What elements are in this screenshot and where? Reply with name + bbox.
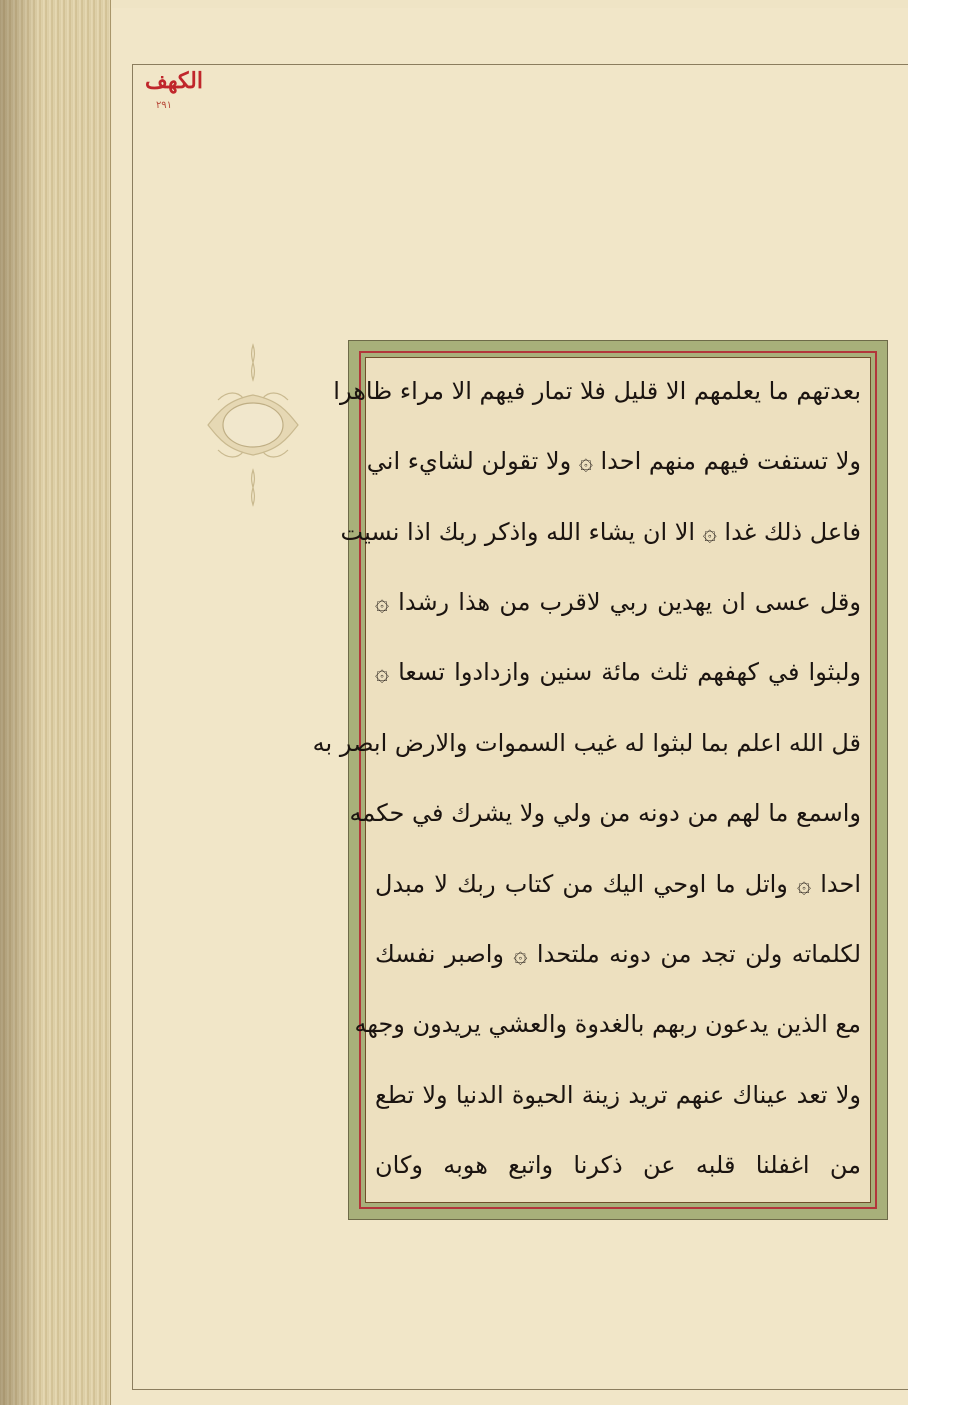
ruling-top: [132, 64, 908, 65]
page-edges: [0, 0, 111, 1405]
medallion-icon: [198, 340, 308, 510]
text-lines: [312, 361, 867, 1199]
text-line-10: مع الذين يدعون ربهم بالغدوة والعشي يريدون وجهه: [354, 1010, 861, 1039]
text-line-6: قل الله اعلم بما لبثوا له غيب السموات والارض ابصر به: [312, 728, 861, 757]
surah-title: الكهف: [145, 68, 203, 94]
text-line-12: من اغفلنا قلبه عن ذكرنا واتبع هوبه وكان: [375, 1150, 861, 1179]
text-line-4: وقل عسى ان يهدين ربي لاقرب من هذا رشدا ۞: [375, 588, 861, 617]
text-line-9: لكلماته ولن تجد من دونه ملتحدا ۞ واصبر نفسك: [375, 939, 861, 968]
text-line-2: ولا تستفت فيهم منهم احدا ۞ ولا تقولن لشايء اني: [366, 447, 861, 476]
text-line-11: ولا تعد عيناك عنهم تريد زينة الحيوة الدنيا ولا تطع: [375, 1080, 861, 1109]
text-line-3: فاعل ذلك غدا ۞ الا ان يشاء الله واذكر ربك اذا نسيت: [340, 517, 861, 546]
ruling-left: [132, 64, 133, 1389]
text-line-5: ولبثوا في كهفهم ثلث مائة سنين وازدادوا تسعا ۞: [375, 658, 861, 687]
text-line-1: بعدتهم ما يعلمهم الا قليل فلا تمار فيهم الا مراء ظاهرا: [333, 377, 861, 405]
text-panel: [312, 340, 888, 1220]
text-line-7: واسمع ما لهم من دونه من ولي ولا يشرك في حكمه: [349, 799, 861, 828]
ruling-bottom: [132, 1389, 908, 1390]
bottom-margin: [0, 1405, 974, 1417]
folio-number: ٢٩١: [155, 100, 173, 111]
text-line-8: احدا ۞ واتل ما اوحي اليك من كتاب ربك لا مبدل: [375, 869, 861, 898]
